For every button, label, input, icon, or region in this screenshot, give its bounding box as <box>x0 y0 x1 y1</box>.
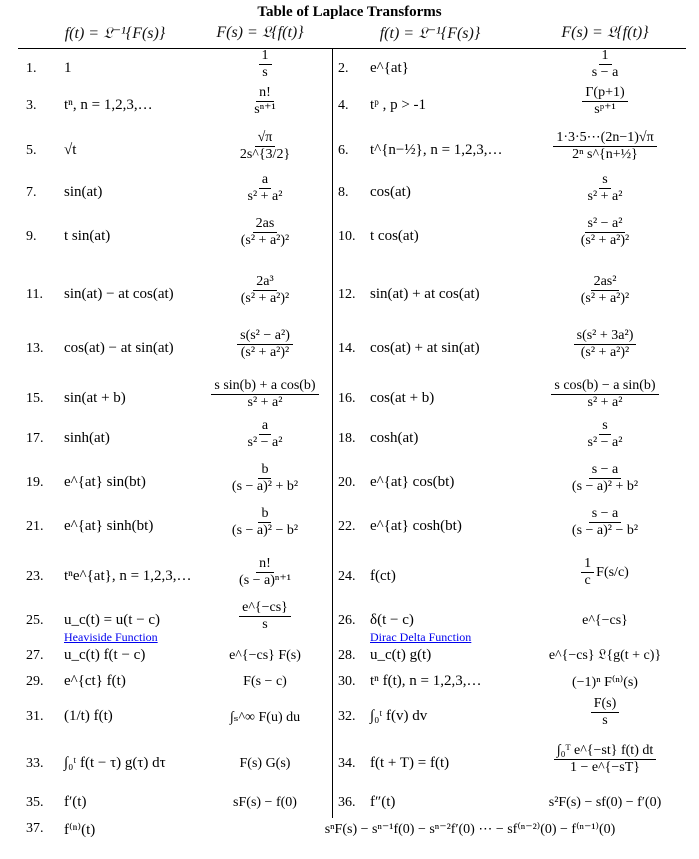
fraction-numerator: 1·3·5⋯(2n−1)√π <box>553 130 656 147</box>
time-function: t sin(at) <box>64 228 111 244</box>
fraction-denominator: 2s^{3/2} <box>239 147 291 163</box>
fraction <box>578 274 632 307</box>
fraction-denominator: s² − a² <box>587 435 623 451</box>
transform-right <box>525 85 685 118</box>
row-number: 20. <box>338 475 356 490</box>
fraction-numerator: 2as <box>253 216 278 233</box>
fraction <box>569 506 641 539</box>
fraction-denominator: s <box>262 65 268 81</box>
time-function: e^{at} sin(bt) <box>64 474 146 490</box>
fraction-numerator: 1 <box>259 48 272 65</box>
fraction <box>237 130 293 163</box>
transform-left: sⁿF(s) − sⁿ⁻¹f(0) − sⁿ⁻²f′(0) ⋯ − sf⁽ⁿ⁻²⁾(0) − f⁽ⁿ⁻¹⁾(0) <box>324 822 616 837</box>
fraction-numerator: s² − a² <box>585 216 626 233</box>
fraction <box>591 696 620 729</box>
fraction-numerator: s(s² + 3a²) <box>574 328 637 345</box>
fraction <box>238 216 292 249</box>
fraction-denominator: c <box>584 573 591 589</box>
transform-right: (−1)ⁿ F⁽ⁿ⁾(s) <box>572 675 638 690</box>
fraction-denominator: (s − a)² − b² <box>231 523 299 539</box>
row-number: 26. <box>338 613 356 628</box>
time-function: ∫₀ᵗ f(t − τ) g(τ) dτ <box>64 755 166 771</box>
transform-left <box>200 48 330 81</box>
fraction-denominator: s <box>602 713 608 729</box>
time-function: cosh(at) <box>370 430 419 446</box>
fraction <box>574 328 637 361</box>
fraction-numerator: a <box>259 172 271 189</box>
row-number: 35. <box>26 795 44 810</box>
fraction <box>553 130 656 163</box>
dirac-link: Dirac Delta Function <box>370 630 472 644</box>
fraction-denominator: (s² + a²)² <box>580 345 630 361</box>
row-number: 37. <box>26 821 44 836</box>
row-number: 5. <box>26 143 37 158</box>
transform-left <box>200 172 330 205</box>
fraction <box>585 172 626 205</box>
row-number: 18. <box>338 431 356 446</box>
header-left-f: f(t) = 𝔏⁻¹{F(s)} <box>64 25 166 42</box>
fraction-denominator: (s − a)² + b² <box>571 479 639 495</box>
fraction-numerator: n! <box>256 85 274 102</box>
time-function: f″(t) <box>370 794 396 810</box>
transform-left <box>200 85 330 118</box>
heaviside-link: Heaviside Function <box>64 630 158 644</box>
transform-left <box>200 216 330 249</box>
fraction-numerator: 1 <box>581 556 594 573</box>
header-left-F: F(s) = 𝔏{f(t)} <box>216 24 304 41</box>
row-number: 12. <box>338 287 356 302</box>
transform-right <box>525 48 685 81</box>
transform-right: e^{−cs} <box>582 613 628 628</box>
time-function: sin(at) + at cos(at) <box>370 286 480 302</box>
row-number: 21. <box>26 519 44 534</box>
transform-right <box>525 130 685 163</box>
fraction <box>229 462 301 495</box>
fraction-numerator: s − a <box>589 506 622 523</box>
transform-extra: F(s/c) <box>596 564 629 580</box>
row-number: 30. <box>338 674 356 689</box>
transform-left: sF(s) − f(0) <box>233 795 297 810</box>
time-function: (1/t) f(t) <box>64 708 113 724</box>
fraction <box>239 600 291 633</box>
row-number: 8. <box>338 185 349 200</box>
time-function: cos(at) + at sin(at) <box>370 340 480 356</box>
fraction-numerator: s <box>599 418 610 435</box>
row-number: 7. <box>26 185 37 200</box>
fraction-denominator: (s² + a²)² <box>580 291 630 307</box>
transform-right <box>525 743 685 776</box>
header-right-F: F(s) = 𝔏{f(t)} <box>561 24 649 41</box>
fraction-numerator: F(s) <box>591 696 620 713</box>
time-function: ∫₀ᵗ f(v) dv <box>370 708 428 724</box>
fraction <box>245 418 286 451</box>
fraction <box>251 85 278 118</box>
time-function: sin(at) − at cos(at) <box>64 286 174 302</box>
row-number: 14. <box>338 341 356 356</box>
row-number: 1. <box>26 61 37 76</box>
transform-right <box>525 274 685 307</box>
row-number: 23. <box>26 569 44 584</box>
time-function: cos(at) <box>370 184 411 200</box>
fraction-numerator: √π <box>255 130 276 147</box>
fraction-denominator: sⁿ⁺¹ <box>254 102 276 118</box>
transform-right <box>525 556 685 589</box>
fraction-numerator: s(s² − a²) <box>237 328 293 345</box>
transform-left <box>200 462 330 495</box>
transform-left <box>200 600 330 633</box>
time-function: f(ct) <box>370 568 396 584</box>
transform-right <box>525 172 685 205</box>
transform-right <box>525 418 685 451</box>
transform-left: F(s − c) <box>243 674 287 689</box>
row-number: 31. <box>26 709 44 724</box>
time-function: tⁿ, n = 1,2,3,… <box>64 97 153 113</box>
time-function: tᵖ , p > -1 <box>370 97 427 113</box>
transform-left <box>200 418 330 451</box>
row-number: 29. <box>26 674 44 689</box>
fraction-denominator: s <box>262 617 268 633</box>
fraction-denominator: (s − a)ⁿ⁺¹ <box>239 573 291 589</box>
fraction-numerator: n! <box>256 556 274 573</box>
time-function: e^{at} cos(bt) <box>370 474 455 490</box>
fraction <box>237 328 293 361</box>
row-number: 3. <box>26 98 37 113</box>
fraction-numerator: b <box>258 462 271 479</box>
row-number: 36. <box>338 795 356 810</box>
fraction-numerator: 2as² <box>591 274 620 291</box>
time-function: t cos(at) <box>370 228 419 244</box>
time-function: √t <box>64 142 77 158</box>
fraction <box>238 274 292 307</box>
time-function: u_c(t) = u(t − c) <box>64 612 161 628</box>
time-function: f(t + T) = f(t) <box>370 755 450 771</box>
fraction-denominator: (s − a)² − b² <box>571 523 639 539</box>
time-function: sin(at) <box>64 184 103 200</box>
row-number: 34. <box>338 756 356 771</box>
transform-right <box>525 378 685 411</box>
fraction-numerator: e^{−cs} <box>239 600 291 617</box>
row-number: 15. <box>26 391 44 406</box>
row-number: 10. <box>338 229 356 244</box>
fraction <box>582 85 627 118</box>
transform-left <box>200 328 330 361</box>
row-number: 33. <box>26 756 44 771</box>
row-number: 2. <box>338 61 349 76</box>
time-function: t^{n−½}, n = 1,2,3,… <box>370 142 503 158</box>
fraction-numerator: Γ(p+1) <box>582 85 627 102</box>
fraction <box>259 48 272 81</box>
fraction <box>211 378 318 411</box>
transform-left: e^{−cs} F(s) <box>229 648 301 663</box>
time-function: δ(t − c) <box>370 612 414 628</box>
row-number: 16. <box>338 391 356 406</box>
transform-right: s²F(s) − sf(0) − f′(0) <box>548 795 662 810</box>
time-function: tⁿ f(t), n = 1,2,3,… <box>370 673 482 689</box>
fraction-numerator: 2a³ <box>253 274 276 291</box>
fraction <box>236 556 294 589</box>
transform-right <box>525 506 685 539</box>
fraction-denominator: s² + a² <box>247 395 283 411</box>
transform-right <box>525 328 685 361</box>
fraction-numerator: 1 <box>599 48 612 65</box>
row-number: 4. <box>338 98 349 113</box>
fraction-denominator: s² + a² <box>587 395 623 411</box>
fraction-denominator: (s² + a²)² <box>580 233 630 249</box>
row-number: 22. <box>338 519 356 534</box>
row-number: 19. <box>26 475 44 490</box>
time-function: tⁿe^{at}, n = 1,2,3,… <box>64 568 192 584</box>
fraction <box>551 378 658 411</box>
row-number: 25. <box>26 613 44 628</box>
time-function: cos(at + b) <box>370 390 435 406</box>
fraction-denominator: 1 − e^{−sT} <box>569 760 640 776</box>
fraction-numerator: s − a <box>589 462 622 479</box>
page-title: Table of Laplace Transforms <box>257 4 442 20</box>
time-function: sin(at + b) <box>64 390 126 406</box>
fraction <box>245 172 286 205</box>
transform-right: e^{−cs} 𝔏{g(t + c)} <box>548 648 662 663</box>
transform-left: ∫ₛ^∞ F(u) du <box>229 710 301 725</box>
time-function: f′(t) <box>64 794 87 810</box>
fraction-numerator: b <box>258 506 271 523</box>
fraction-denominator: s² − a² <box>247 435 283 451</box>
fraction <box>589 48 622 81</box>
row-number: 27. <box>26 648 44 663</box>
time-function: u_c(t) g(t) <box>370 647 432 663</box>
time-function: 1 <box>64 60 72 76</box>
transform-left <box>200 130 330 163</box>
time-function: u_c(t) f(t − c) <box>64 647 146 663</box>
transform-right <box>525 462 685 495</box>
fraction <box>585 418 626 451</box>
header-right-f: f(t) = 𝔏⁻¹{F(s)} <box>379 25 481 42</box>
time-function: e^{at} <box>370 60 409 76</box>
row-number: 24. <box>338 569 356 584</box>
fraction-denominator: (s² + a²)² <box>240 345 290 361</box>
fraction-denominator: (s² + a²)² <box>240 291 290 307</box>
fraction <box>229 506 301 539</box>
fraction-denominator: 2ⁿ s^{n+½} <box>572 147 638 163</box>
row-number: 6. <box>338 143 349 158</box>
fraction <box>554 743 657 776</box>
fraction-denominator: s − a <box>591 65 619 81</box>
fraction-numerator: a <box>259 418 271 435</box>
fraction <box>569 462 641 495</box>
fraction-denominator: s² + a² <box>247 189 283 205</box>
time-function: f⁽ⁿ⁾(t) <box>64 822 96 838</box>
time-function: sinh(at) <box>64 430 110 446</box>
fraction-numerator: ∫₀ᵀ e^{−st} f(t) dt <box>554 743 657 760</box>
fraction <box>578 216 632 249</box>
row-number: 32. <box>338 709 356 724</box>
row-number: 11. <box>26 287 43 302</box>
transform-left <box>200 378 330 411</box>
transform-left <box>200 274 330 307</box>
row-number: 28. <box>338 648 356 663</box>
time-function: e^{at} cosh(bt) <box>370 518 462 534</box>
time-function: cos(at) − at sin(at) <box>64 340 174 356</box>
transform-right <box>525 216 685 249</box>
transform-left <box>200 556 330 589</box>
fraction-denominator: (s² + a²)² <box>240 233 290 249</box>
row-number: 13. <box>26 341 44 356</box>
fraction-denominator: sᵖ⁺¹ <box>594 102 616 118</box>
time-function: e^{at} sinh(bt) <box>64 518 154 534</box>
fraction <box>581 556 594 589</box>
transform-left <box>200 506 330 539</box>
transform-left: F(s) G(s) <box>239 756 291 771</box>
fraction-denominator: s² + a² <box>587 189 623 205</box>
transform-right <box>525 696 685 729</box>
row-number: 17. <box>26 431 44 446</box>
time-function: e^{ct} f(t) <box>64 673 126 689</box>
fraction-numerator: s <box>599 172 610 189</box>
fraction-denominator: (s − a)² + b² <box>231 479 299 495</box>
column-divider <box>332 48 333 818</box>
row-number: 9. <box>26 229 37 244</box>
fraction-numerator: s sin(b) + a cos(b) <box>211 378 318 395</box>
fraction-numerator: s cos(b) − a sin(b) <box>551 378 658 395</box>
